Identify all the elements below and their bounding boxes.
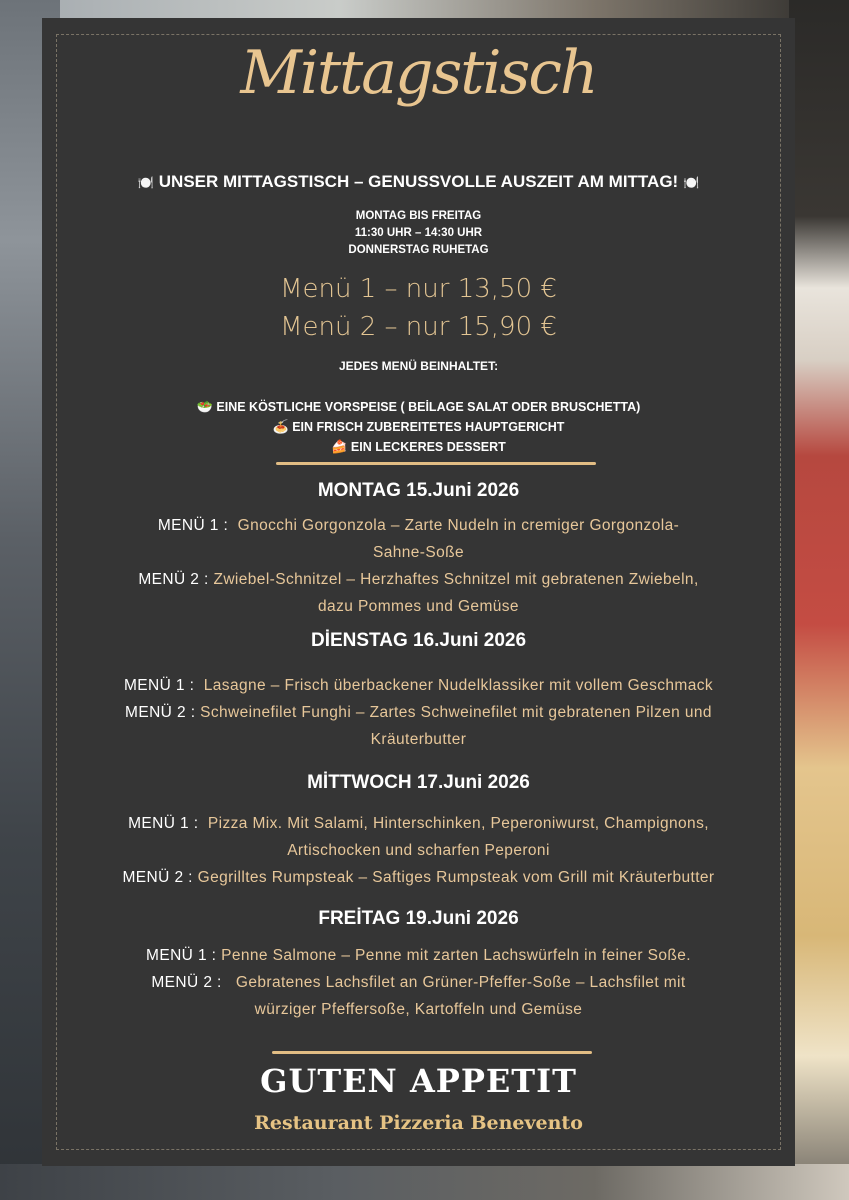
page-title: Mittagstisch xyxy=(240,38,597,108)
hours-closed-day: DONNERSTAG RUHETAG xyxy=(348,244,489,256)
headline-text: UNSER MITTAGSTISCH – GENUSSVOLLE AUSZEIT AM MITTAG! xyxy=(158,172,679,191)
menu-line: MENÜ 2 : Schweinefilet Funghi – Zartes Schweinefilet mit gebratenen Pilzen und xyxy=(125,704,712,721)
hours-days: MONTAG BIS FREITAG xyxy=(355,210,482,222)
plate-cutlery-icon: 🍽️ xyxy=(137,175,155,190)
menu-line: dazu Pommes und Gemüse xyxy=(318,598,519,615)
menu-line: MENÜ 1 : Gnocchi Gorgonzola – Zarte Nudeln in cremiger Gorgonzola- xyxy=(157,517,680,534)
divider xyxy=(276,462,596,465)
includes-list xyxy=(42,397,795,457)
pasta-icon: 🍝 xyxy=(272,419,289,434)
divider xyxy=(272,1051,592,1054)
menu-line: würziger Pfeffersoße, Kartoffeln und Gemüse xyxy=(254,1001,583,1018)
menu-wednesday xyxy=(42,810,795,891)
menu-tuesday xyxy=(42,672,795,753)
salad-icon: 🥗 xyxy=(196,399,213,414)
menu-line: MENÜ 1 : Lasagne – Frisch überbackener Nudelklassiker mit vollem Geschmack xyxy=(123,677,714,694)
menu-line: MENÜ 1 : Penne Salmone – Penne mit zarten Lachswürfeln in feiner Soße. xyxy=(146,947,691,964)
menu-line: Sahne-Soße xyxy=(372,544,465,561)
includes-item: 🍰 EIN LECKERES DESSERT xyxy=(331,439,506,454)
includes-item: 🍝 EIN FRISCH ZUBEREITETES HAUPTGERICHT xyxy=(272,419,565,434)
opening-hours xyxy=(42,208,795,259)
closing-text: GUTEN APPETIT xyxy=(260,1062,577,1100)
day-title-friday: FREİTAG 19.Juni 2026 xyxy=(318,908,519,929)
plate-cutlery-icon: 🍽️ xyxy=(682,175,700,190)
menu-friday xyxy=(42,942,795,1023)
day-title-monday: MONTAG 15.Juni 2026 xyxy=(317,480,520,501)
day-title-tuesday: DİENSTAG 16.Juni 2026 xyxy=(310,630,527,651)
hours-time: 11:30 UHR – 14:30 UHR xyxy=(354,227,483,239)
price-menu-1: Menü 1 – nur 13,50 € xyxy=(280,274,557,304)
menu-line: MENÜ 2 : Gegrilltes Rumpsteak – Saftiges Rumpsteak vom Grill mit Kräuterbutter xyxy=(122,869,715,886)
menu-line: Kräuterbutter xyxy=(370,731,467,748)
includes-item: 🥗 EINE KÖSTLICHE VORSPEISE ( BEİLAGE SALAT ODER BRUSCHETTA) xyxy=(196,399,641,414)
menu-line: MENÜ 2 : Zwiebel-Schnitzel – Herzhaftes Schnitzel mit gebratenen Zwiebeln, xyxy=(138,571,699,588)
price-menu-2: Menü 2 – nur 15,90 € xyxy=(280,312,557,342)
menu-card xyxy=(42,18,795,1166)
includes-title: JEDES MENÜ BEINHALTET: xyxy=(338,359,499,373)
headline xyxy=(42,172,795,192)
menu-monday xyxy=(42,512,795,620)
restaurant-name: Restaurant Pizzeria Benevento xyxy=(254,1112,583,1134)
day-title-wednesday: MİTTWOCH 17.Juni 2026 xyxy=(307,772,530,793)
cake-icon: 🍰 xyxy=(331,439,348,454)
menu-line: MENÜ 2 : Gebratenes Lachsfilet an Grüner-Pfeffer-Soße – Lachsfilet mit xyxy=(151,974,686,991)
menu-line: MENÜ 1 : Pizza Mix. Mit Salami, Hinterschinken, Peperoniwurst, Champignons, xyxy=(128,815,709,832)
menu-line: Artischocken und scharfen Peperoni xyxy=(287,842,550,859)
